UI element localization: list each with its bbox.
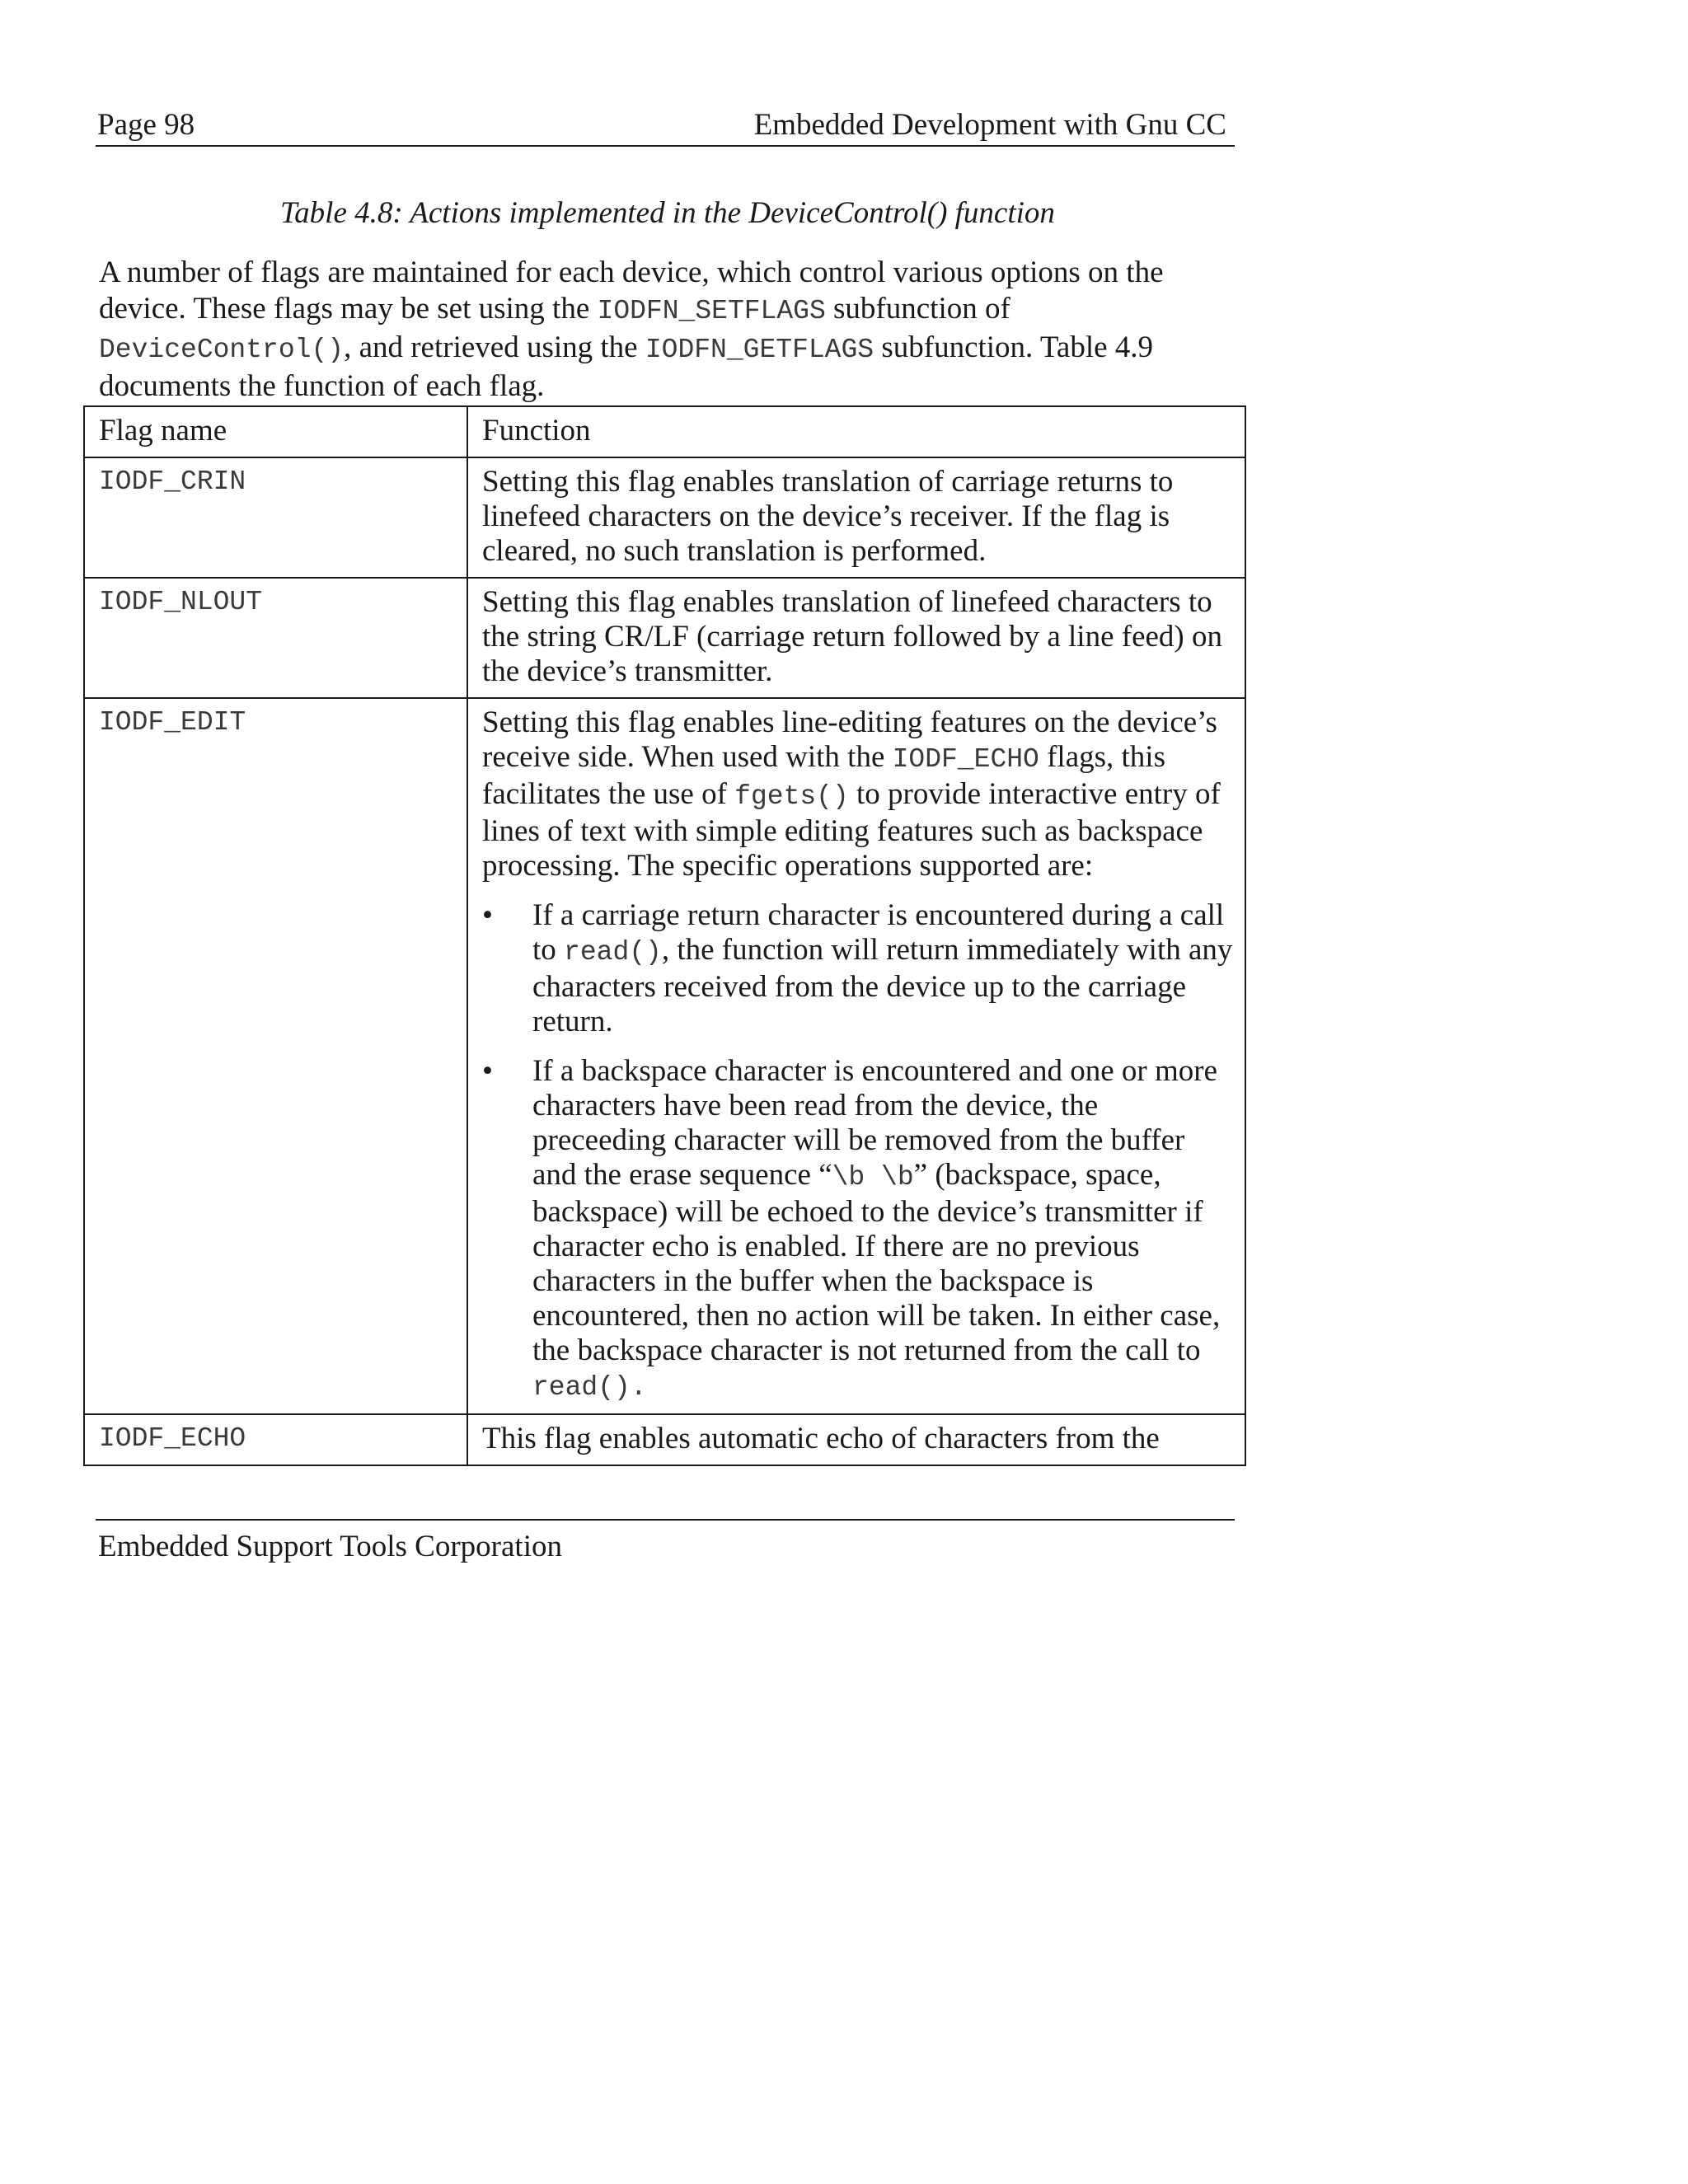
table-row: [84, 578, 1245, 698]
list-item-code: \b \b: [832, 1162, 914, 1193]
intro-code: DeviceControl(): [99, 335, 345, 365]
intro-paragraph: [99, 255, 1253, 405]
page-number: Page 98: [97, 108, 195, 142]
function-cell: Setting this flag enables translation of linefeed characters to the string CR/LF (carriage return followed by a line feed) on the device’s transmitter.: [467, 578, 1245, 698]
flag-name-cell: IODF_CRIN: [84, 457, 467, 578]
table-row: [84, 698, 1245, 1414]
flag-name-cell: IODF_EDIT: [84, 698, 467, 1414]
flags-table: [83, 405, 1246, 1466]
intro-text: subfunction of: [825, 292, 1010, 326]
page-header: [96, 102, 1235, 147]
list-item-text: If a carriage return character is encountered during a call to: [532, 898, 1225, 967]
intro-code: IODFN_SETFLAGS: [597, 296, 826, 326]
list-item: [482, 898, 1236, 1039]
table-caption: Table 4.8: Actions implemented in the DeviceControl() function: [280, 196, 1055, 230]
footer-organization: Embedded Support Tools Corporation: [98, 1530, 562, 1563]
bullet-icon: •: [482, 898, 493, 932]
page-footer: [96, 1519, 1235, 1568]
list-item: [482, 1054, 1236, 1405]
flag-name-cell: IODF_NLOUT: [84, 578, 467, 698]
description-text: to provide interactive entry of lines of text with simple editing features such as backspace processing. The specific operations supported are:: [482, 777, 1221, 883]
list-item-text: , the function will return immediately with any characters received from the device up to the carriage return.: [532, 933, 1233, 1038]
function-cell: Setting this flag enables translation of carriage returns to linefeed characters on the device’s receiver. If the flag is cleared, no such translation is performed.: [467, 457, 1245, 578]
bullet-icon: •: [482, 1054, 493, 1088]
description-text: Setting this flag enables line-editing features on the device’s receive side. When used with the: [482, 705, 1217, 774]
intro-text: subfunction. Table 4.9 documents the function of each flag.: [99, 330, 1154, 403]
list-item-text: If a backspace character is encountered and one or more characters have been read from the device, the preceeding character will be removed from the buffer and the erase sequence “: [532, 1054, 1218, 1192]
function-cell: This flag enables automatic echo of characters from the: [467, 1414, 1245, 1465]
running-title: Embedded Development with Gnu CC: [753, 108, 1226, 142]
list-item-code: read(): [564, 937, 662, 968]
function-description: [482, 705, 1236, 883]
description-code: IODF_ECHO: [892, 744, 1039, 775]
column-header-function: Function: [467, 406, 1245, 457]
description-code: fgets(): [734, 781, 849, 812]
table-header-row: [84, 406, 1245, 457]
list-item-code: read(): [532, 1372, 631, 1403]
intro-code: IODFN_GETFLAGS: [645, 335, 874, 365]
intro-text: A number of flags are maintained for each device, which control various options on the device. These flags may be set using the: [99, 255, 1164, 326]
column-header-flag-name: Flag name: [84, 406, 467, 457]
list-item-text: ” (backspace, space, backspace) will be echoed to the device’s transmitter if character echo is enabled. If there are no previous characters in the buffer when the backspace is encountered, then no action will be taken. In either case, the backspace character is not returned from the call to: [532, 1158, 1221, 1367]
function-cell: [467, 698, 1245, 1414]
list-item-code: .: [630, 1372, 647, 1403]
operations-list: [482, 898, 1236, 1405]
table-row: [84, 457, 1245, 578]
intro-text: , and retrieved using the: [344, 330, 645, 364]
flag-name-cell: IODF_ECHO: [84, 1414, 467, 1465]
table-row: [84, 1414, 1245, 1465]
description-text: flags, this facilitates the use of: [482, 740, 1165, 811]
